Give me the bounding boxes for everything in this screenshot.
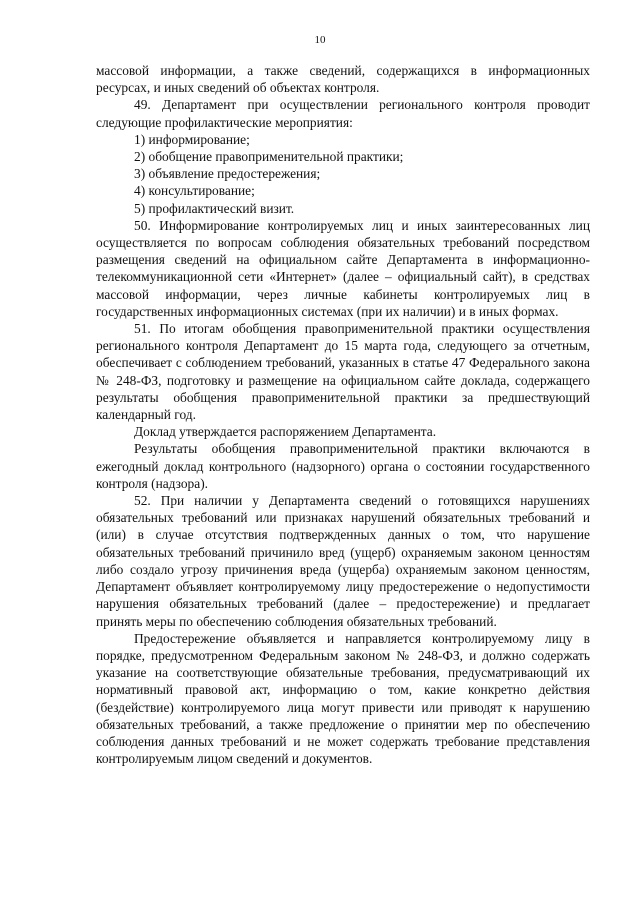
list-item: 4) консультирование; xyxy=(134,183,255,199)
paragraph-continuation: массовой информации, а также сведений, содержащихся в информационных ресурсах, и иных сведений об объектах контроля. xyxy=(96,63,590,96)
paragraph-51-approval: Доклад утверждается распоряжением Департамента. xyxy=(134,424,437,440)
list-item: 5) профилактический визит. xyxy=(134,200,295,216)
paragraph-51-results: Результаты обобщения правоприменительной практики включаются в ежегодный доклад контрольного (надзорного) органа о состоянии государственного контроля (надзора). xyxy=(96,441,590,491)
paragraph-50: 50. Информирование контролируемых лиц и иных заинтересованных лиц осуществляется по вопросам соблюдения обязательных требований посредством размещения сведений на официальном сайте Департамента в информационно-телекоммуникационной сети «Интернет» (далее – официальный сайт), в средствах массовой информации, через личные кабинеты контролируемых лиц в государственных информационных системах (при их наличии) и в иных формах. xyxy=(96,217,590,319)
paragraph-49: 49. Департамент при осуществлении регионального контроля проводит следующие профилактические мероприятия: xyxy=(96,97,590,130)
paragraph-52-warning: Предостережение объявляется и направляется контролируемому лицу в порядке, предусмотренном Федеральным законом № 248-ФЗ, и должно содержать указание на соответствующие обязательные требования, предусматривающий их нормативный правовой акт, информацию о том, какие конкретно действия (бездействие) контролируемого лица могут привести или приводят к нарушению обязательных требований, а также предложение о принятии мер по обеспечению соблюдения данных требований и не может содержать требование представления контролируемым лицом сведений и документов. xyxy=(96,630,590,767)
document-body xyxy=(96,62,590,767)
paragraph-52: 52. При наличии у Департамента сведений о готовящихся нарушениях обязательных требований или признаках нарушений обязательных требований и (или) в случае отсутствия подтвержденных данных о том, что нарушение обязательных требований причинило вред (ущерб) охраняемым законом ценностям либо создало угрозу причинения вреда (ущерба) охраняемым законом ценностям, Департамент объявляет контролируемому лицу предостережение о недопустимости нарушения обязательных требований (далее – предостережение) и предлагает принять меры по обеспечению соблюдения обязательных требований. xyxy=(96,493,590,629)
paragraph-51: 51. По итогам обобщения правоприменительной практики осуществления регионального контроля Департамент до 15 марта года, следующего за отчетным, обеспечивает с соблюдением требований, указанных в статье 47 Федерального закона № 248-ФЗ, подготовку и размещение на официальном сайте доклада, содержащего результаты обобщения правоприменительной практики за предшествующий календарный год. xyxy=(96,321,590,423)
page-number: 10 xyxy=(314,34,326,46)
list-item: 1) информирование; xyxy=(134,131,250,147)
list-item: 2) обобщение правоприменительной практики; xyxy=(134,149,404,165)
list-item: 3) объявление предостережения; xyxy=(134,166,321,182)
